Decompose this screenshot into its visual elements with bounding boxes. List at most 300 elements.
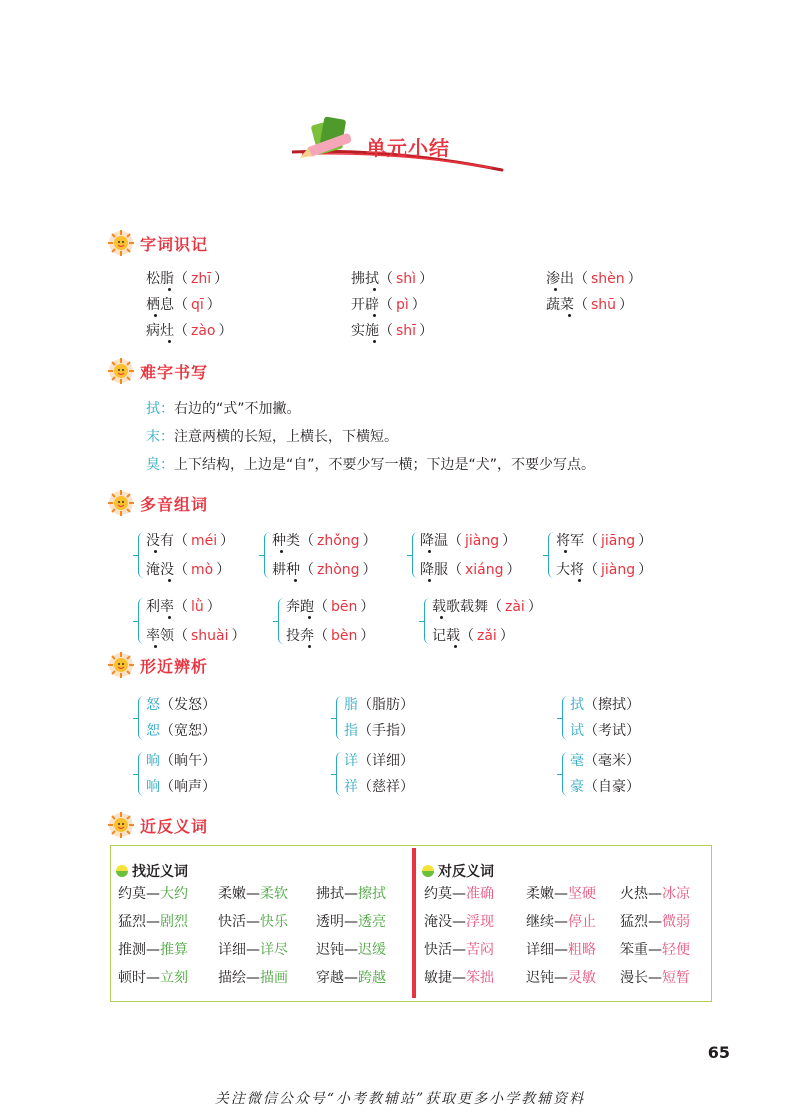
pinyin: jiàng: [601, 562, 636, 578]
emphasis-dot: [373, 288, 376, 291]
pinyin: bèn: [331, 628, 358, 644]
word-b: 剧烈: [160, 914, 188, 930]
paren-close: ）: [206, 599, 221, 615]
paren-close: ）: [419, 271, 434, 287]
paren-close: ）: [619, 297, 634, 313]
antonym-pair: [424, 967, 494, 987]
word: 栖息: [146, 297, 174, 313]
dash: —: [452, 942, 466, 958]
paren-open: （: [379, 297, 393, 313]
emphasis-dot: [428, 579, 431, 582]
word-b: 柔软: [260, 886, 288, 902]
paren-open: （: [314, 599, 328, 615]
word-b: 停止: [568, 914, 596, 930]
pinyin: jiàng: [465, 533, 500, 549]
word-b: 短暂: [662, 970, 690, 986]
section-title: 多音组词: [140, 494, 209, 514]
similar-char-item: [570, 694, 640, 714]
paren-open: （: [300, 562, 314, 578]
char: 试: [570, 723, 584, 739]
synonym-pair: [118, 967, 188, 987]
dash: —: [452, 886, 466, 902]
emphasis-dot: [280, 550, 283, 553]
char: 指: [344, 723, 358, 739]
paren-close: ）: [502, 533, 517, 549]
word: 蔬菜: [546, 297, 574, 313]
word: 记载: [432, 628, 460, 644]
paren-open: （: [448, 562, 462, 578]
word: 种类: [272, 533, 300, 549]
paren-close: ）: [202, 723, 216, 739]
word-a: 猛烈: [118, 914, 146, 930]
word-a: 继续: [526, 914, 554, 930]
emphasis-dot: [168, 579, 171, 582]
dash: —: [146, 886, 160, 902]
paren-open: （: [300, 533, 314, 549]
antonym-pair: [424, 911, 494, 931]
sun-icon: [108, 812, 134, 838]
paren-close: ）: [419, 323, 434, 339]
section-title: 字词识记: [140, 234, 209, 254]
paren-close: ）: [627, 271, 642, 287]
paren-open: （: [584, 697, 598, 713]
example-word: 毫米: [598, 753, 626, 769]
pinyin: shèn: [591, 271, 625, 287]
word-a: 漫长: [620, 970, 648, 986]
paren-open: （: [174, 323, 188, 339]
example-word: 晌午: [174, 753, 202, 769]
example-word: 宽恕: [174, 723, 202, 739]
word-a: 详细: [218, 942, 246, 958]
dash: —: [246, 970, 260, 986]
word-a: 淹没: [424, 914, 452, 930]
paren-close: ）: [206, 297, 221, 313]
dash: —: [146, 970, 160, 986]
dash: —: [146, 914, 160, 930]
note-text: 注意两横的长短，上横长，下横短。: [174, 429, 398, 445]
antonym-pair: [526, 967, 596, 987]
similar-char-item: [570, 776, 640, 796]
polyphone-item: [432, 596, 542, 616]
paren-close: ）: [626, 723, 640, 739]
word-a: 快活: [218, 914, 246, 930]
pinyin: méi: [191, 533, 218, 549]
paren-close: ）: [626, 753, 640, 769]
vocab-item: [351, 320, 433, 340]
word-a: 敏捷: [424, 970, 452, 986]
word-a: 描绘: [218, 970, 246, 986]
word: 奔跑: [286, 599, 314, 615]
word-a: 约莫: [118, 886, 146, 902]
word-b: 微弱: [662, 914, 690, 930]
emphasis-dot: [428, 550, 431, 553]
pinyin: zhǒng: [317, 533, 360, 549]
section-header-vocab: [108, 230, 208, 256]
word: 实施: [351, 323, 379, 339]
example-word: 发怒: [174, 697, 202, 713]
pinyin: lǜ: [191, 599, 204, 615]
dash: —: [554, 970, 568, 986]
dash: —: [344, 914, 358, 930]
polyphone-item: [272, 559, 377, 579]
word: 降服: [420, 562, 448, 578]
polyphone-item: [420, 559, 521, 579]
key-char: 拭：: [146, 401, 174, 417]
emphasis-dot: [308, 616, 311, 619]
note-text: 上下结构，上边是“自”，不要少写一横；下边是“犬”，不要少写点。: [174, 457, 596, 473]
paren-open: （: [314, 628, 328, 644]
paren-open: （: [174, 628, 188, 644]
word: 拂拭: [351, 271, 379, 287]
ball-icon: [422, 865, 434, 877]
dash: —: [648, 886, 662, 902]
pinyin: bēn: [331, 599, 358, 615]
similar-char-item: [344, 750, 414, 770]
emphasis-dot: [568, 314, 571, 317]
paren-close: ）: [360, 628, 375, 644]
word-a: 笨重: [620, 942, 648, 958]
section-header-polyphone: [108, 490, 208, 516]
paren-close: ）: [231, 628, 246, 644]
paren-open: （: [448, 533, 462, 549]
emphasis-dot: [373, 340, 376, 343]
paren-open: （: [174, 599, 188, 615]
synonym-pair: [316, 939, 386, 959]
key-char: 末：: [146, 429, 174, 445]
word-b: 笨拙: [466, 970, 494, 986]
writing-line: [146, 454, 595, 474]
word-a: 柔嫩: [218, 886, 246, 902]
pinyin: zào: [191, 323, 216, 339]
paren-close: ）: [400, 753, 414, 769]
pinyin: shì: [396, 271, 417, 287]
footer-note: 关注微信公众号“小考教辅站”获取更多小学教辅资料: [214, 1091, 586, 1107]
char: 恕: [146, 723, 160, 739]
paren-open: （: [358, 753, 372, 769]
sun-icon: [108, 230, 134, 256]
polyphone-item: [556, 530, 652, 550]
paren-close: ）: [202, 779, 216, 795]
word-a: 迟钝: [526, 970, 554, 986]
dash: —: [554, 942, 568, 958]
polyphone-item: [146, 625, 246, 645]
word-a: 拂拭: [316, 886, 344, 902]
antonym-pair: [526, 911, 596, 931]
polyphone-item: [146, 530, 234, 550]
word: 大将: [556, 562, 584, 578]
section-header-writing: [108, 358, 208, 384]
word-b: 跨越: [358, 970, 386, 986]
paren-open: （: [160, 723, 174, 739]
paren-open: （: [174, 533, 188, 549]
synonym-pair: [118, 911, 188, 931]
similar-char-item: [146, 720, 216, 740]
example-word: 详细: [372, 753, 400, 769]
word-b: 详尽: [260, 942, 288, 958]
emphasis-dot: [168, 288, 171, 291]
paren-close: ）: [527, 599, 542, 615]
paren-close: ）: [362, 562, 377, 578]
polyphone-item: [272, 530, 377, 550]
paren-open: （: [160, 697, 174, 713]
section-title: 难字书写: [140, 362, 209, 382]
dash: —: [648, 942, 662, 958]
dash: —: [344, 970, 358, 986]
antonym-pair: [424, 939, 494, 959]
dash: —: [344, 942, 358, 958]
word-b: 快乐: [260, 914, 288, 930]
word: 开辟: [351, 297, 379, 313]
word-a: 透明: [316, 914, 344, 930]
paren-close: ）: [506, 562, 521, 578]
emphasis-dot: [373, 314, 376, 317]
polyphone-item: [432, 625, 514, 645]
dash: —: [344, 886, 358, 902]
word-a: 迟钝: [316, 942, 344, 958]
paren-open: （: [174, 297, 188, 313]
vocab-item: [146, 320, 233, 340]
section-header-synonyms: [108, 812, 208, 838]
dash: —: [452, 914, 466, 930]
paren-close: ）: [202, 753, 216, 769]
dash: —: [246, 942, 260, 958]
paren-open: （: [358, 697, 372, 713]
paren-close: ）: [411, 297, 426, 313]
section-title: 形近辨析: [140, 656, 209, 676]
word-a: 详细: [526, 942, 554, 958]
paren-close: ）: [626, 697, 640, 713]
paren-close: ）: [202, 697, 216, 713]
similar-char-item: [570, 720, 640, 740]
vocab-item: [146, 268, 228, 288]
word: 利率: [146, 599, 174, 615]
emphasis-dot: [564, 550, 567, 553]
word-a: 柔嫩: [526, 886, 554, 902]
char: 祥: [344, 779, 358, 795]
pinyin: shī: [396, 323, 417, 339]
polyphone-item: [146, 596, 221, 616]
ball-icon: [116, 865, 128, 877]
paren-open: （: [160, 779, 174, 795]
antonym-pair: [620, 911, 690, 931]
synonym-pair: [218, 939, 288, 959]
antonym-pair: [424, 883, 494, 903]
word-b: 准确: [466, 886, 494, 902]
paren-open: （: [460, 628, 474, 644]
word-b: 大约: [160, 886, 188, 902]
word-b: 苦闷: [466, 942, 494, 958]
word: 耕种: [272, 562, 300, 578]
synonym-pair: [118, 939, 188, 959]
synonym-pair: [118, 883, 188, 903]
emphasis-dot: [578, 579, 581, 582]
synonym-pair: [316, 911, 386, 931]
antonym-heading: 对反义词: [422, 861, 494, 881]
word: 降温: [420, 533, 448, 549]
word-b: 描画: [260, 970, 288, 986]
char: 拭: [570, 697, 584, 713]
word-b: 透亮: [358, 914, 386, 930]
pinyin: zhòng: [317, 562, 360, 578]
sun-icon: [108, 652, 134, 678]
paren-open: （: [584, 562, 598, 578]
word-b: 迟缓: [358, 942, 386, 958]
dash: —: [648, 970, 662, 986]
word-a: 快活: [424, 942, 452, 958]
example-word: 自豪: [598, 779, 626, 795]
vocab-item: [546, 294, 633, 314]
paren-open: （: [574, 297, 588, 313]
dash: —: [146, 942, 160, 958]
page-title: 单元小结: [366, 136, 450, 160]
paren-open: （: [584, 779, 598, 795]
char: 响: [146, 779, 160, 795]
paren-close: ）: [499, 628, 514, 644]
paren-close: ）: [400, 697, 414, 713]
word-a: 猛烈: [620, 914, 648, 930]
writing-line: [146, 426, 398, 446]
emphasis-dot: [154, 314, 157, 317]
paren-close: ）: [218, 323, 233, 339]
emphasis-dot: [308, 645, 311, 648]
word-b: 冰凉: [662, 886, 690, 902]
pinyin: mò: [191, 562, 214, 578]
sun-icon: [108, 490, 134, 516]
word: 病灶: [146, 323, 174, 339]
emphasis-dot: [154, 645, 157, 648]
pinyin: zhī: [191, 271, 212, 287]
paren-close: ）: [626, 779, 640, 795]
sun-icon: [108, 358, 134, 384]
dash: —: [246, 914, 260, 930]
emphasis-dot: [440, 616, 443, 619]
pinyin: zài: [505, 599, 525, 615]
word-b: 推算: [160, 942, 188, 958]
word-b: 浮现: [466, 914, 494, 930]
word-a: 火热: [620, 886, 648, 902]
word-a: 顿时: [118, 970, 146, 986]
dash: —: [246, 886, 260, 902]
word-a: 穿越: [316, 970, 344, 986]
polyphone-item: [286, 625, 374, 645]
polyphone-item: [420, 530, 516, 550]
word: 渗出: [546, 271, 574, 287]
paren-open: （: [358, 779, 372, 795]
char: 豪: [570, 779, 584, 795]
paren-open: （: [379, 323, 393, 339]
word-b: 轻便: [662, 942, 690, 958]
paren-open: （: [358, 723, 372, 739]
synonym-pair: [316, 967, 386, 987]
word: 淹没: [146, 562, 174, 578]
pinyin: xiáng: [465, 562, 504, 578]
char: 毫: [570, 753, 584, 769]
paren-open: （: [160, 753, 174, 769]
word: 率领: [146, 628, 174, 644]
synonym-pair: [218, 967, 288, 987]
paren-open: （: [584, 753, 598, 769]
char: 怒: [146, 697, 160, 713]
paren-close: ）: [220, 533, 235, 549]
box-divider: [412, 848, 416, 998]
similar-char-item: [146, 750, 216, 770]
emphasis-dot: [554, 288, 557, 291]
word: 投奔: [286, 628, 314, 644]
antonym-pair: [620, 939, 690, 959]
emphasis-dot: [168, 340, 171, 343]
synonym-pair: [316, 883, 386, 903]
word: 没有: [146, 533, 174, 549]
vocab-item: [546, 268, 642, 288]
example-word: 擦拭: [598, 697, 626, 713]
paren-open: （: [174, 562, 188, 578]
dash: —: [452, 970, 466, 986]
dash: —: [554, 886, 568, 902]
example-word: 响声: [174, 779, 202, 795]
example-word: 慈祥: [372, 779, 400, 795]
word-b: 擦拭: [358, 886, 386, 902]
paren-close: ）: [400, 723, 414, 739]
section-header-similar-chars: [108, 652, 208, 678]
pinyin: shū: [591, 297, 617, 313]
pinyin: zǎi: [477, 628, 497, 644]
similar-char-item: [146, 694, 216, 714]
vocab-item: [351, 268, 433, 288]
word-b: 立刻: [160, 970, 188, 986]
emphasis-dot: [454, 645, 457, 648]
similar-char-item: [344, 776, 414, 796]
pinyin: qī: [191, 297, 204, 313]
antonym-pair: [526, 939, 596, 959]
polyphone-item: [556, 559, 652, 579]
pinyin: pì: [396, 297, 409, 313]
pinyin: shuài: [191, 628, 229, 644]
dash: —: [648, 914, 662, 930]
synonym-heading: 找近义词: [116, 861, 188, 881]
word: 将军: [556, 533, 584, 549]
char: 脂: [344, 697, 358, 713]
word-b: 粗略: [568, 942, 596, 958]
paren-open: （: [584, 723, 598, 739]
word-b: 灵敏: [568, 970, 596, 986]
writing-line: [146, 398, 301, 418]
word-a: 推测: [118, 942, 146, 958]
emphasis-dot: [294, 579, 297, 582]
char: 详: [344, 753, 358, 769]
word-a: 约莫: [424, 886, 452, 902]
paren-close: ）: [216, 562, 231, 578]
paren-close: ）: [638, 533, 653, 549]
note-text: 右边的“式”不加撇。: [174, 401, 301, 417]
similar-char-item: [344, 720, 414, 740]
antonym-pair: [526, 883, 596, 903]
paren-close: ）: [360, 599, 375, 615]
example-word: 考试: [598, 723, 626, 739]
paren-open: （: [488, 599, 502, 615]
emphasis-dot: [168, 616, 171, 619]
paren-close: ）: [638, 562, 653, 578]
key-char: 臭：: [146, 457, 174, 473]
paren-close: ）: [400, 779, 414, 795]
emphasis-dot: [154, 550, 157, 553]
similar-char-item: [344, 694, 414, 714]
polyphone-item: [286, 596, 374, 616]
paren-open: （: [584, 533, 598, 549]
vocab-item: [146, 294, 221, 314]
paren-open: （: [574, 271, 588, 287]
paren-close: ）: [214, 271, 229, 287]
example-word: 手指: [372, 723, 400, 739]
